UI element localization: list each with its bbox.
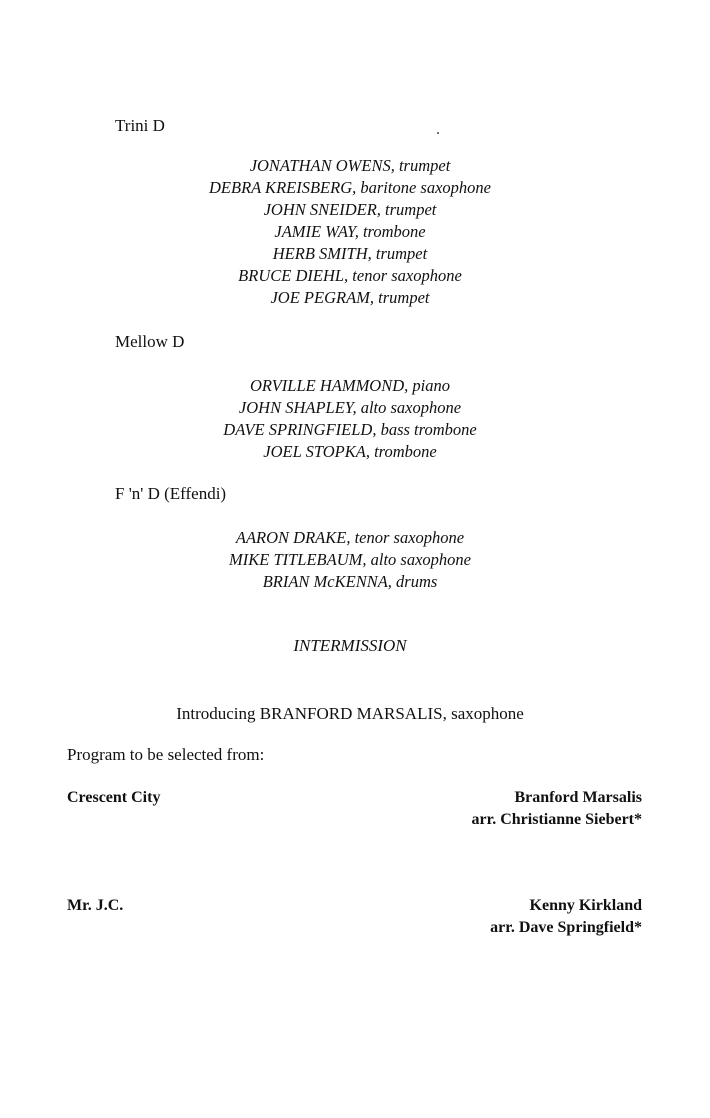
- performer-line: JOHN SNEIDER, trumpet: [263, 200, 437, 219]
- performer-line: JONATHAN OWENS, trumpet: [249, 156, 451, 175]
- performer-line: AARON DRAKE, tenor saxophone: [235, 528, 465, 547]
- performer-line: HERB SMITH, trumpet: [272, 244, 428, 263]
- performer-line: BRUCE DIEHL, tenor saxophone: [238, 266, 462, 285]
- program-title-mr-jc: Mr. J.C.: [67, 897, 124, 914]
- program-composer: Kenny Kirkland: [529, 897, 642, 914]
- performer-line: ORVILLE HAMMOND, piano: [250, 376, 450, 395]
- performer-line: JOE PEGRAM, trumpet: [270, 288, 430, 307]
- program-arranger: arr. Dave Springfield*: [490, 919, 642, 936]
- ink-speck: [437, 132, 439, 134]
- introducing-line: Introducing BRANFORD MARSALIS, saxophone: [176, 704, 524, 723]
- section-heading-mellow-d: Mellow D: [115, 332, 185, 351]
- performer-list-mellow-d: [0, 375, 700, 463]
- performer-line: JOEL STOPKA, trombone: [263, 442, 437, 461]
- program-intro: Program to be selected from:: [67, 745, 265, 764]
- performer-list-trini-d: [0, 155, 700, 309]
- section-heading-trini-d: Trini D: [115, 116, 165, 135]
- program-arranger: arr. Christianne Siebert*: [471, 811, 642, 828]
- performer-list-effendi: [0, 527, 700, 593]
- performer-line: DEBRA KREISBERG, baritone saxophone: [209, 178, 491, 197]
- intermission-label: INTERMISSION: [293, 636, 407, 655]
- performer-line: JOHN SHAPLEY, alto saxophone: [238, 398, 462, 417]
- performer-line: JAMIE WAY, trombone: [274, 222, 426, 241]
- performer-line: MIKE TITLEBAUM, alto saxophone: [229, 550, 471, 569]
- program-title-crescent-city: Crescent City: [67, 789, 161, 806]
- performer-line: DAVE SPRINGFIELD, bass trombone: [223, 420, 477, 439]
- performer-line: BRIAN McKENNA, drums: [262, 572, 438, 591]
- section-heading-effendi: F 'n' D (Effendi): [115, 484, 227, 503]
- program-composer: Branford Marsalis: [514, 789, 642, 806]
